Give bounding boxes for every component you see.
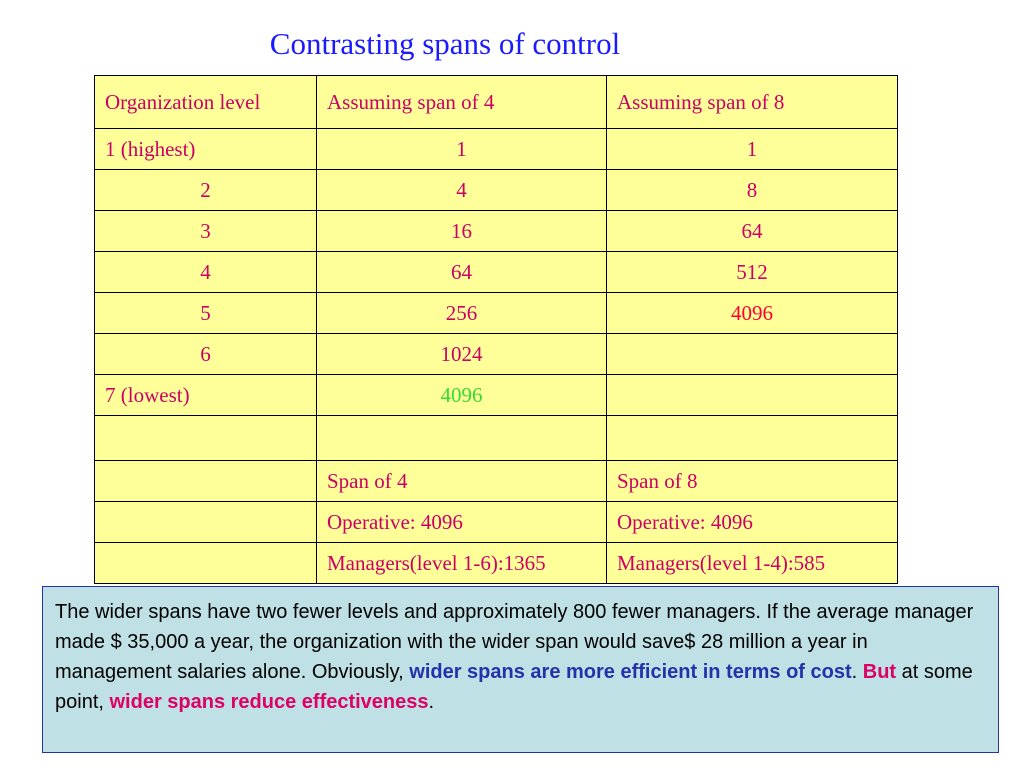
level-cell: 4 xyxy=(95,252,317,293)
table-row xyxy=(95,211,898,252)
table-row xyxy=(95,375,898,416)
table-row xyxy=(95,334,898,375)
table-row xyxy=(95,170,898,211)
table-row xyxy=(95,129,898,170)
span4-final-cell: 4096 xyxy=(317,375,607,416)
empty-cell xyxy=(95,416,317,461)
span4-cell: 4 xyxy=(317,170,607,211)
empty-cell xyxy=(95,502,317,543)
header-organization-level: Organization level xyxy=(95,76,317,129)
span8-final-cell: 4096 xyxy=(607,293,898,334)
span-table xyxy=(94,75,898,584)
note-emphasis-effectiveness: wider spans reduce effectiveness xyxy=(109,691,429,713)
span4-cell: 256 xyxy=(317,293,607,334)
summary-span8-managers: Managers(level 1-4):585 xyxy=(607,543,898,584)
empty-cell xyxy=(95,461,317,502)
explanation-box xyxy=(42,586,999,753)
span4-cell: 16 xyxy=(317,211,607,252)
table-row xyxy=(95,543,898,584)
span4-cell: 1 xyxy=(317,129,607,170)
level-cell: 6 xyxy=(95,334,317,375)
table-row xyxy=(95,293,898,334)
table-row xyxy=(95,416,898,461)
summary-span4-operative: Operative: 4096 xyxy=(317,502,607,543)
table-row xyxy=(95,461,898,502)
level-cell: 2 xyxy=(95,170,317,211)
note-emphasis-but: But xyxy=(862,661,897,683)
note-text: at some point, xyxy=(55,661,973,713)
empty-cell xyxy=(607,416,898,461)
slide-title: Contrasting spans of control xyxy=(269,26,621,61)
span4-cell: 64 xyxy=(317,252,607,293)
span4-cell: 1024 xyxy=(317,334,607,375)
summary-span8-label: Span of 8 xyxy=(607,461,898,502)
summary-span4-managers: Managers(level 1-6):1365 xyxy=(317,543,607,584)
span8-cell xyxy=(607,334,898,375)
note-text: The wider spans have two fewer levels and approximately 800 fewer managers. If the average manager made $ 35,000 a year, the organization with the wider span would save$ 28 million a year in management salaries alone. Obviously, xyxy=(55,601,974,683)
table-row xyxy=(95,502,898,543)
span8-cell: 64 xyxy=(607,211,898,252)
header-span-8: Assuming span of 8 xyxy=(607,76,898,129)
empty-cell xyxy=(95,543,317,584)
note-text: . xyxy=(428,691,435,713)
table-header-row xyxy=(95,76,898,129)
table-row xyxy=(95,252,898,293)
level-cell: 5 xyxy=(95,293,317,334)
note-text: . xyxy=(851,661,863,683)
level-cell: 3 xyxy=(95,211,317,252)
span8-cell xyxy=(607,375,898,416)
note-emphasis-efficiency: wider spans are more efficient in terms of cost xyxy=(409,661,852,683)
span8-cell: 1 xyxy=(607,129,898,170)
summary-span8-operative: Operative: 4096 xyxy=(607,502,898,543)
span8-cell: 512 xyxy=(607,252,898,293)
span8-cell: 8 xyxy=(607,170,898,211)
level-cell: 1 (highest) xyxy=(95,129,317,170)
header-span-4: Assuming span of 4 xyxy=(317,76,607,129)
summary-span4-label: Span of 4 xyxy=(317,461,607,502)
level-cell: 7 (lowest) xyxy=(95,375,317,416)
empty-cell xyxy=(317,416,607,461)
